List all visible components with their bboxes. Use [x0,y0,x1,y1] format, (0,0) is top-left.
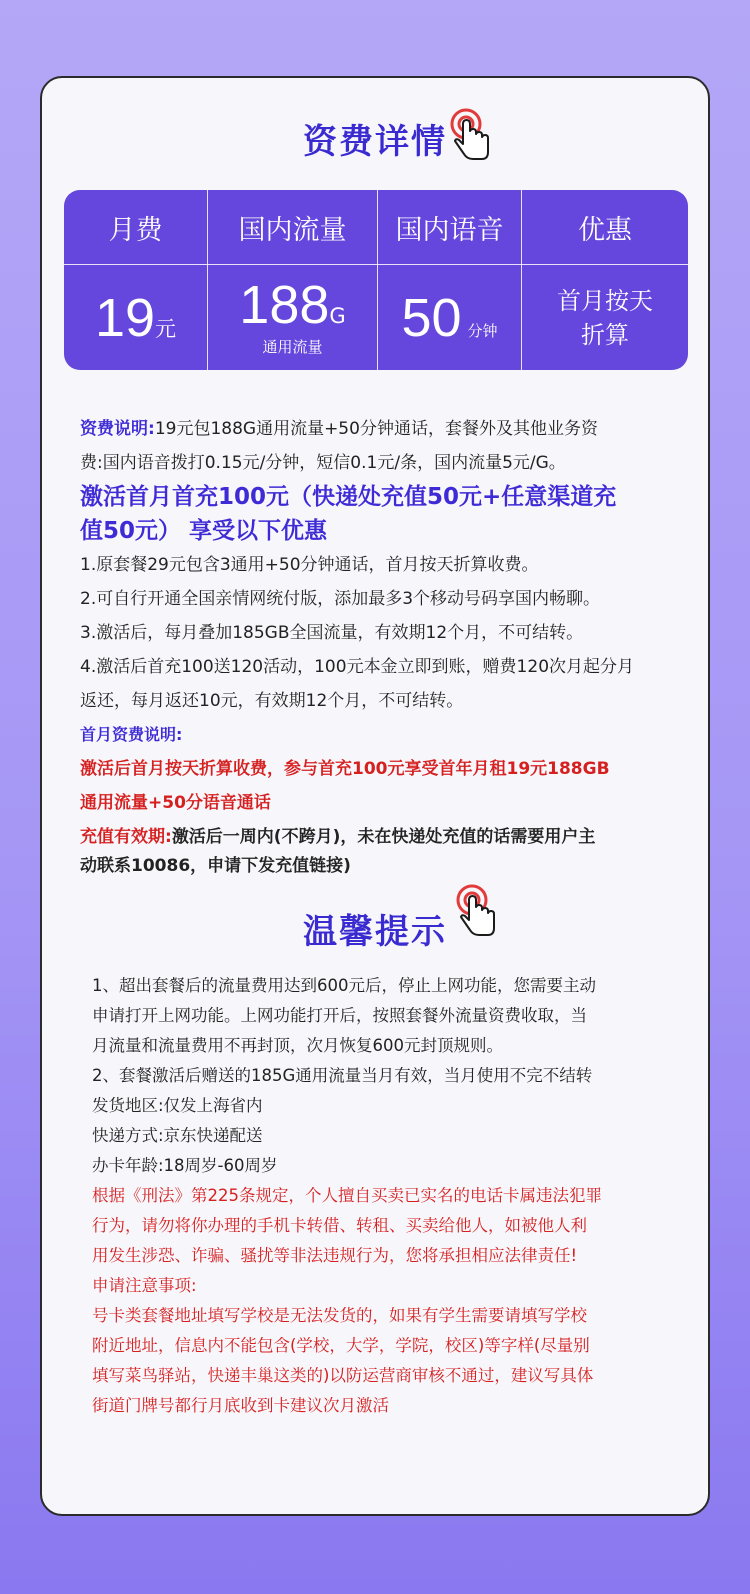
application-notes-label: 申请注意事项: [92,1276,197,1295]
legal-warning: 用发生涉恐、诈骗、骚扰等非法违规行为，您将承担相应法律责任! [92,1246,578,1265]
data-sub-label: 通用流量 [262,338,323,356]
shipping-method: 快递方式:京东快递配送 [92,1126,263,1145]
benefit-item-4-cont: 返还，每月返还10元，有效期12个月，不可结转。 [80,691,464,711]
hand-pointer-icon [456,884,500,940]
discount-line2: 折算 [581,320,629,349]
cell-discount [522,265,688,370]
detail-card [40,76,710,1516]
discount-line1: 首月按天 [557,286,653,315]
cell-monthly-fee [64,265,207,370]
desc-text-2: 费:国内语音拨打0.15元/分钟，短信0.1元/条，国内流量5元/G。 [80,453,566,473]
first-month-text-1: 激活后首月按天折算收费，参与首充100元享受首年月租19元188GB [80,759,610,779]
monthly-fee-unit: 元 [155,316,177,341]
column-domestic-data [208,190,377,370]
benefit-item-2: 2.可自行开通全国亲情网统付版，添加最多3个移动号码享国内畅聊。 [80,589,601,609]
data-unit: G [329,304,346,328]
tariff-table [64,190,688,370]
desc-label: 资费说明: [80,419,155,439]
shipping-region: 发货地区:仅发上海省内 [92,1096,263,1115]
validity-line-1 [80,820,680,854]
benefit-item-1: 1.原套餐29元包含3通用+50分钟通话，首月按天折算收费。 [80,555,539,575]
cell-domestic-voice [378,265,521,370]
first-month-text-2: 通用流量+50分语音通话 [80,793,271,813]
tip-line: 月流量和流量费用不再封顶，次月恢复600元封顶规则。 [92,1036,503,1055]
data-value: 188 [239,275,330,335]
age-requirement: 办卡年龄:18周岁-60周岁 [92,1156,278,1175]
tip-line: 申请打开上网功能。上网功能打开后，按照套餐外流量资费收取，当 [92,1006,587,1025]
monthly-fee-value: 19 [94,287,156,348]
address-note: 附近地址，信息内不能包含(学校，大学，学院，校区)等字样(尽量别 [92,1336,590,1355]
legal-warning: 根据《刑法》第225条规定，个人擅自买卖已实名的电话卡属违法犯罪 [92,1186,602,1205]
benefit-item-3: 3.激活后，每月叠加185GB全国流量，有效期12个月，不可结转。 [80,623,584,643]
column-monthly-fee [64,190,207,370]
header-discount: 优惠 [578,214,632,246]
validity-label: 充值有效期: [80,827,172,847]
fee-description [80,412,680,878]
warm-tips-heading [42,904,708,953]
desc-text-1: 19元包188G通用流量+50分钟通话，套餐外及其他业务资 [154,419,598,439]
column-domestic-voice [378,190,521,370]
voice-unit: 分钟 [467,321,498,340]
tip-line: 1、超出套餐后的流量费用达到600元后，停止上网功能，您需要主动 [92,976,596,995]
desc-line-1 [80,412,680,446]
address-note: 填写菜鸟驿站，快递丰巢这类的)以防运营商审核不通过，建议写具体 [92,1366,594,1385]
heading-text: 温馨提示 [303,912,447,952]
tip-line: 2、套餐激活后赠送的185G通用流量当月有效，当月使用不完不结转 [92,1066,593,1085]
benefit-item-4: 4.激活后首充100送120活动，100元本金立即到账，赠费120次月起分月 [80,657,635,677]
cell-domestic-data [208,265,377,370]
validity-text-1: 激活后一周内(不跨月)，未在快递处充值的话需要用户主 [171,827,596,847]
voice-value: 50 [401,287,462,348]
address-note: 街道门牌号都行月底收到卡建议次月激活 [92,1396,389,1415]
tariff-detail-heading [42,114,708,163]
activation-highlight-2: 值50元） 享受以下优惠 [80,518,328,544]
header-domestic-voice: 国内语音 [395,214,504,246]
column-discount [522,190,688,370]
hand-pointer-icon [450,108,494,164]
first-month-label: 首月资费说明: [80,725,183,744]
heading-text: 资费详情 [303,122,447,162]
warm-tips [92,971,672,1421]
validity-text-2: 动联系10086，申请下发充值链接) [80,856,351,876]
header-monthly-fee: 月费 [108,214,163,246]
address-note: 号卡类套餐地址填写学校是无法发货的，如果有学生需要请填写学校 [92,1306,587,1325]
legal-warning: 行为，请勿将你办理的手机卡转借、转租、买卖给他人，如被他人利 [92,1216,587,1235]
activation-highlight-1: 激活首月首充100元（快递处充值50元+任意渠道充 [80,484,617,510]
header-domestic-data: 国内流量 [238,214,347,246]
